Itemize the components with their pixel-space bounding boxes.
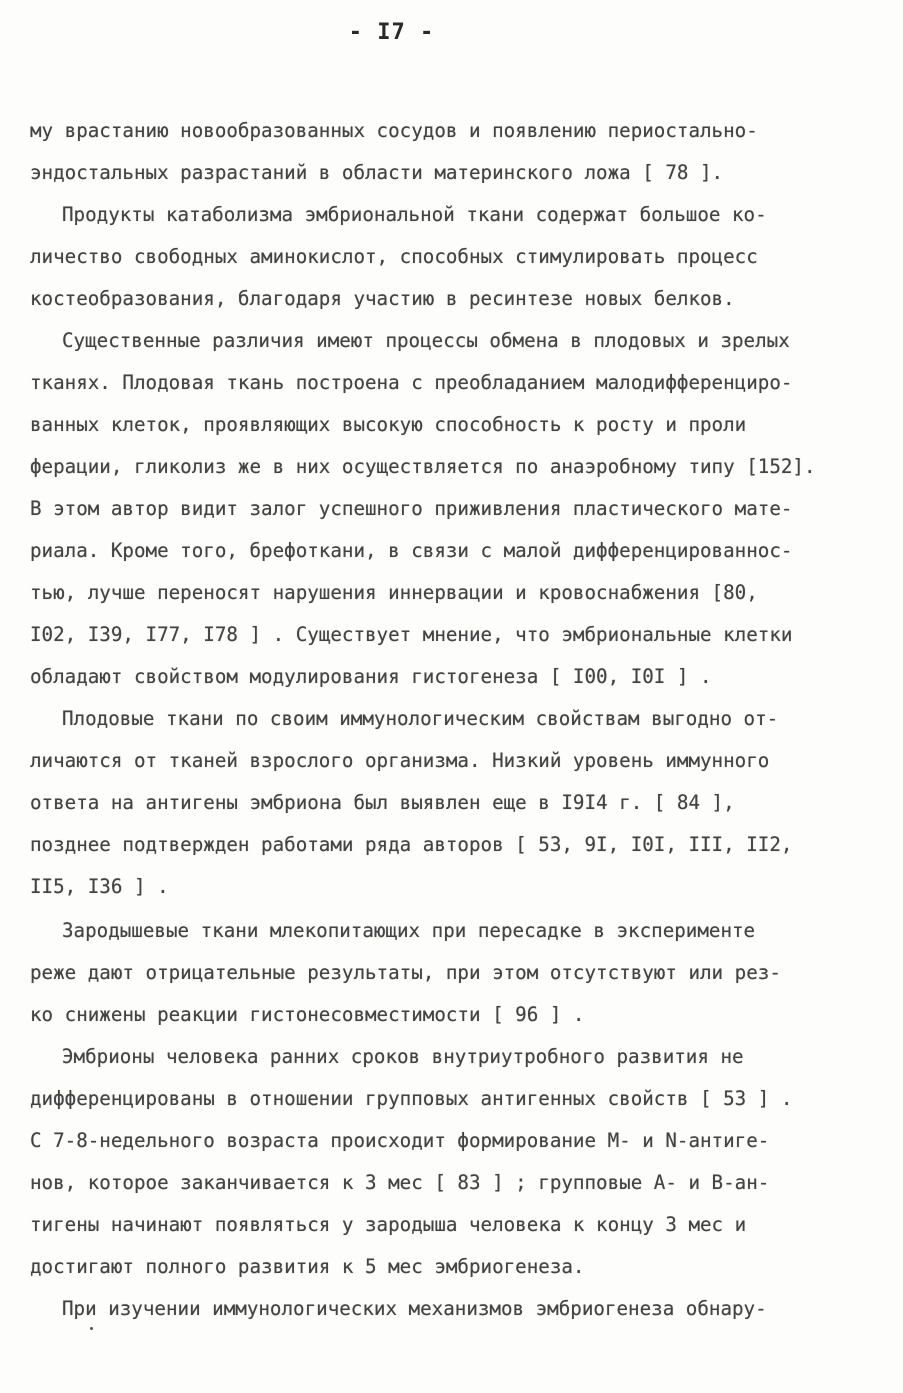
text-line: тканях. Плодовая ткань построена с преобладанием малодифференциро- [30, 371, 793, 394]
text-line: ванных клеток, проявляющих высокую способность к росту и проли [30, 413, 747, 436]
text-line: тью, лучше переносят нарушения иннервации и кровоснабжения [80, [30, 581, 758, 604]
text-line: му врастанию новообразованных сосудов и появлению периостально- [30, 119, 758, 142]
text-line: Зародышевые ткани млекопитающих при пересадке в эксперименте [62, 919, 756, 942]
text-line: личаются от тканей взрослого организма. Низкий уровень иммунного [30, 749, 770, 772]
page-number: - I7 - [348, 20, 435, 45]
text-line: дифференцированы в отношении групповых антигенных свойств [ 53 ] . [30, 1087, 793, 1110]
ink-speck [90, 1327, 93, 1330]
text-line: При изучении иммунологических механизмов эмбриогенеза обнару- [62, 1297, 767, 1320]
text-line: реже дают отрицательные результаты, при этом отсутствуют или рез- [30, 961, 781, 984]
text-line: ферации, гликолиз же в них осуществляется по анаэробному типу [152]. [30, 455, 816, 478]
text-line: Существенные различия имеют процессы обмена в плодовых и зрелых [62, 329, 790, 352]
text-line: обладают свойством модулирования гистогенеза [ I00, I0I ] . [30, 665, 712, 688]
text-line: ответа на антигены эмбриона был выявлен еще в I9I4 г. [ 84 ], [30, 791, 735, 814]
text-line: Эмбрионы человека ранних сроков внутриутробного развития не [62, 1045, 744, 1068]
text-line: II5, I36 ] . [30, 875, 169, 898]
text-line: ко снижены реакции гистонесовместимости [ 96 ] . [30, 1003, 585, 1026]
text-line: личество свободных аминокислот, способных стимулировать процесс [30, 245, 758, 268]
text-line: I02, I39, I77, I78 ] . Существует мнение, что эмбриональные клетки [30, 623, 793, 646]
text-line: достигают полного развития к 5 мес эмбриогенеза. [30, 1255, 585, 1278]
text-line: костеобразования, благодаря участию в ресинтезе новых белков. [30, 287, 735, 310]
text-line: эндостальных разрастаний в области материнского ложа [ 78 ]. [30, 161, 724, 184]
text-line: риала. Кроме того, брефоткани, в связи с малой дифференцированнос- [30, 539, 793, 562]
text-line: В этом автор видит залог успешного приживления пластического мате- [30, 497, 793, 520]
text-line: Плодовые ткани по своим иммунологическим свойствам выгодно от- [62, 707, 779, 730]
text-line: нов, которое заканчивается к 3 мес [ 83 ] ; групповые А- и В-ан- [30, 1171, 770, 1194]
text-line: позднее подтвержден работами ряда авторов [ 53, 9I, I0I, III, II2, [30, 833, 793, 856]
text-line: Продукты катаболизма эмбриональной ткани содержат большое ко- [62, 203, 767, 226]
text-line: тигены начинают появляться у зародыша человека к концу 3 мес и [30, 1213, 747, 1236]
text-line: С 7-8-недельного возраста происходит формирование M- и N-антиге- [30, 1129, 770, 1152]
